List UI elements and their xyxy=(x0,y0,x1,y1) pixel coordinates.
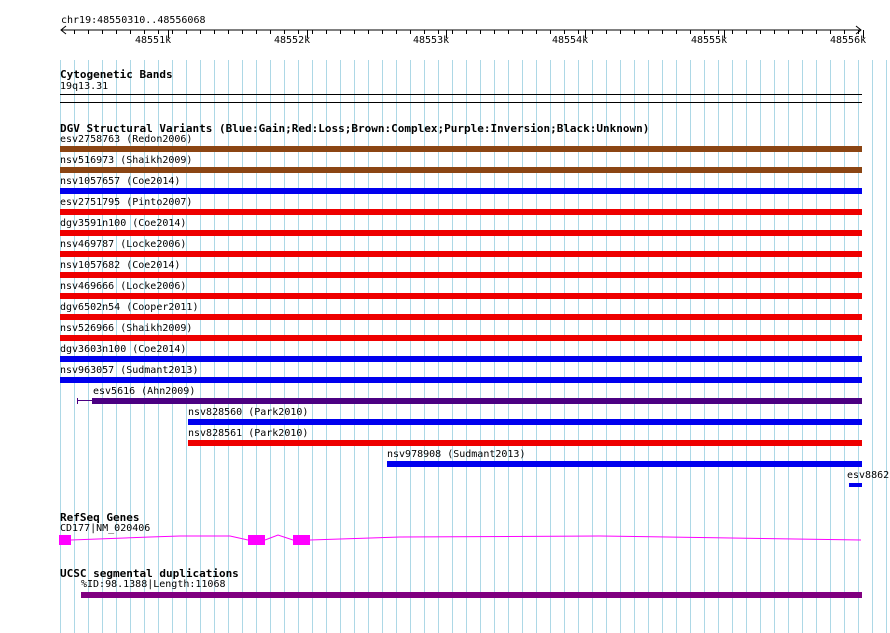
variant-label[interactable]: esv5616 (Ahn2009) xyxy=(93,386,196,397)
variant-feature[interactable] xyxy=(188,440,862,446)
variant-feature[interactable] xyxy=(60,230,862,236)
variant-label[interactable]: esv2758763 (Redon2006) xyxy=(60,134,193,145)
ruler-tick-label: 48551k xyxy=(135,35,172,46)
variant-feature[interactable] xyxy=(60,146,862,152)
segdup-track-title[interactable]: UCSC segmental duplications xyxy=(60,567,239,580)
variant-label[interactable]: dgv3591n100 (Coe2014) xyxy=(60,218,187,229)
cytoband-track-title[interactable]: Cytogenetic Bands xyxy=(60,68,173,81)
variant-label[interactable]: nsv469666 (Locke2006) xyxy=(60,281,187,292)
variant-label[interactable]: nsv516973 (Shaikh2009) xyxy=(60,155,193,166)
variant-label[interactable]: esv2751795 (Pinto2007) xyxy=(60,197,193,208)
ruler-tick-label: 48554k xyxy=(552,35,589,46)
variant-feature[interactable] xyxy=(60,209,862,215)
ruler-region-label: chr19:48550310..48556068 xyxy=(61,15,206,26)
gene-exon[interactable] xyxy=(248,535,265,545)
ruler xyxy=(0,0,890,60)
variant-label[interactable]: nsv828561 (Park2010) xyxy=(188,428,309,439)
gene-exon[interactable] xyxy=(293,535,310,545)
ruler-tick-label: 48553k xyxy=(413,35,450,46)
variant-feature[interactable] xyxy=(60,251,862,257)
cytoband-bottom-line xyxy=(60,102,862,103)
gene-model[interactable] xyxy=(0,530,890,550)
variant-label[interactable]: nsv978908 (Sudmant2013) xyxy=(387,449,526,460)
variant-feature[interactable] xyxy=(60,272,862,278)
variant-label[interactable]: dgv3603n100 (Coe2014) xyxy=(60,344,187,355)
variant-label[interactable]: nsv963057 (Sudmant2013) xyxy=(60,365,199,376)
variant-label[interactable]: nsv469787 (Locke2006) xyxy=(60,239,187,250)
variant-feature[interactable] xyxy=(60,188,862,194)
dgv-track-title[interactable]: DGV Structural Variants (Blue:Gain;Red:Loss;Brown:Complex;Purple:Inversion;Black:Unknown) xyxy=(60,122,650,135)
refseq-track-title[interactable]: RefSeq Genes xyxy=(60,511,140,524)
variant-cap xyxy=(77,398,78,404)
variant-feature[interactable] xyxy=(60,335,862,341)
variant-label[interactable]: nsv1057657 (Coe2014) xyxy=(60,176,181,187)
variant-label[interactable]: nsv828560 (Park2010) xyxy=(188,407,309,418)
variant-feature[interactable] xyxy=(60,167,862,173)
variant-feature[interactable] xyxy=(188,419,862,425)
cytoband-label: 19q13.31 xyxy=(60,81,109,92)
variant-label[interactable]: nsv526966 (Shaikh2009) xyxy=(60,323,193,334)
variant-connector xyxy=(77,400,92,401)
segdup-label: %ID:98.1388|Length:11068 xyxy=(81,579,226,590)
ruler-tick-label: 48555k xyxy=(691,35,728,46)
variant-feature[interactable] xyxy=(60,356,862,362)
variant-label[interactable]: nsv1057682 (Coe2014) xyxy=(60,260,181,271)
variant-feature[interactable] xyxy=(849,483,862,487)
cytoband-top-line xyxy=(60,94,862,95)
variant-feature[interactable] xyxy=(60,377,862,383)
gene-exon[interactable] xyxy=(59,535,71,545)
variant-feature[interactable] xyxy=(92,398,862,404)
ruler-tick-label: 48556k xyxy=(830,35,867,46)
segdup-feature[interactable] xyxy=(81,592,862,598)
variant-feature[interactable] xyxy=(387,461,862,467)
ruler-tick-label: 48552k xyxy=(274,35,311,46)
variant-label[interactable]: esv8862 xyxy=(847,470,890,481)
variant-label[interactable]: dgv6502n54 (Cooper2011) xyxy=(60,302,199,313)
gene-label[interactable]: CD177|NM_020406 xyxy=(60,523,151,534)
variant-feature[interactable] xyxy=(60,293,862,299)
variant-feature[interactable] xyxy=(60,314,862,320)
